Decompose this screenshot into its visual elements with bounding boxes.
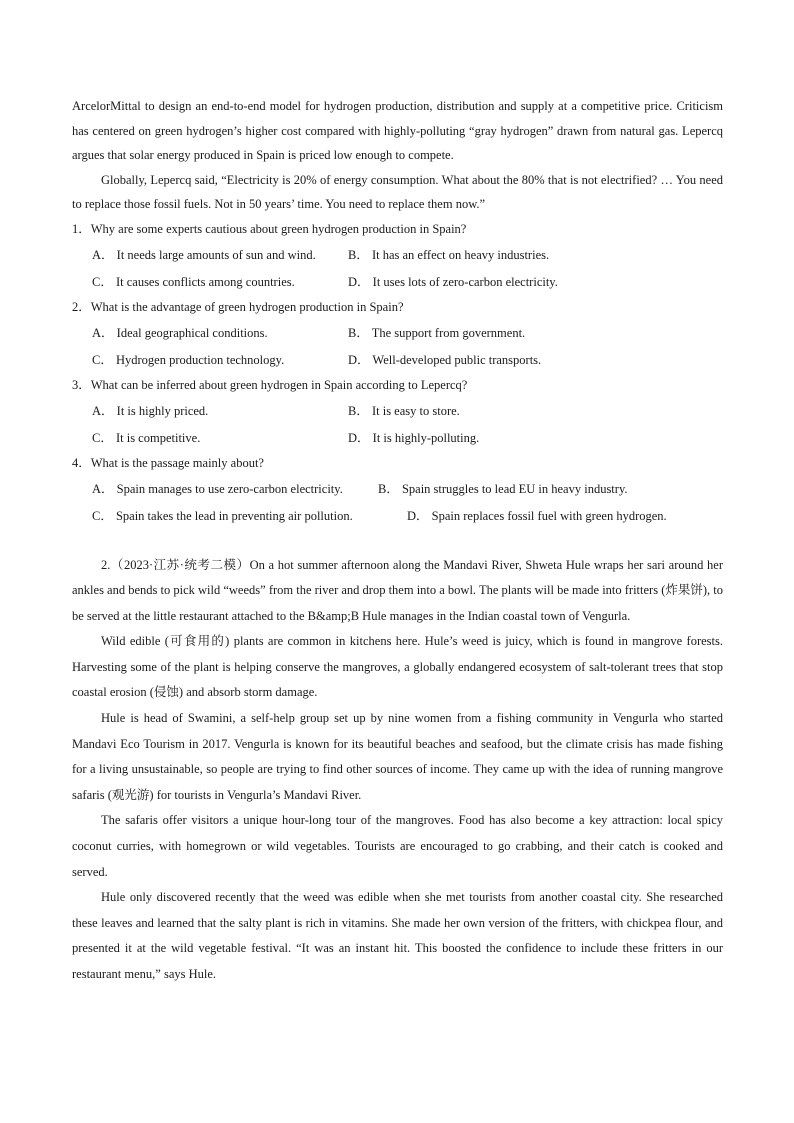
option-c: C． It is competitive. bbox=[92, 431, 201, 445]
option-a: A． It is highly priced. bbox=[92, 404, 209, 418]
answer-options bbox=[92, 475, 723, 529]
passage1-paragraph-2: Globally, Lepercq said, “Electricity is 20% of energy consumption. What about the 80% that is not electrified? … You need to replace those fossil fuels. Not in 50 years’ time. You need to replace them now.” bbox=[72, 172, 723, 211]
question-4 bbox=[72, 451, 723, 529]
option-c: C． Spain takes the lead in preventing air pollution. bbox=[92, 509, 353, 523]
option-d: D． Spain replaces fossil fuel with green hydrogen. bbox=[407, 509, 667, 523]
passage2-paragraph-2: Wild edible (可食用的) plants are common in kitchens here. Hule’s weed is juicy, which is found in mangrove forests. Harvesting some of the plant is helping conserve the mangroves, a globally endangered ecosystem of salt-tolerant trees that stop coastal erosion (侵蚀) and absorb storm damage. bbox=[72, 634, 723, 700]
passage1-paragraph-1: ArcelorMittal to design an end-to-end model for hydrogen production, distribution and supply at a competitive price. Criticism has centered on green hydrogen’s higher cost compared with highly-polluting “gray hydrogen” drawn from natural gas. Lepercq argues that solar energy produced in Spain is priced low enough to compete. bbox=[72, 99, 723, 162]
source-label: 2.（2023·江苏·统考二模） bbox=[101, 557, 250, 572]
question-stem: 3．What can be inferred about green hydrogen in Spain according to Lepercq? bbox=[72, 377, 468, 392]
option-b: B． It has an effect on heavy industries. bbox=[348, 248, 550, 262]
passage2-paragraph-3: Hule is head of Swamini, a self-help group set up by nine women from a fishing community in Vengurla who started Mandavi Eco Tourism in 2017. Vengurla is known for its beautiful beaches and seafood, but the climate crisis has made fishing for a living unsustainable, so people are trying to find other sources of income. They came up with the idea of running mangrove safaris (观光游) for tourists in Vengurla’s Mandavi River. bbox=[72, 711, 723, 802]
question-stem: 4．What is the passage mainly about? bbox=[72, 455, 264, 470]
option-b: B． It is easy to store. bbox=[348, 404, 460, 418]
paragraph-text: On a hot summer afternoon along the Mandavi River, Shweta Hule wraps her sari around her ankles and bends to pick wild “weeds” from the river and drop them into a bowl. The plants will be made into fritters (炸果饼), to be served at the little restaurant attached to the B&amp;B Hule manages in the Indian coastal town of Vengurla. bbox=[72, 557, 724, 623]
passage2-paragraph-4: The safaris offer visitors a unique hour-long tour of the mangroves. Food has also become a key attraction: local spicy coconut curries, with homegrown or wild vegetables. Tourists are encouraged to go crabbing, and their catch is cooked and served. bbox=[72, 813, 723, 879]
option-c: C． Hydrogen production technology. bbox=[92, 353, 285, 367]
answer-options bbox=[92, 241, 723, 295]
option-a: A． It needs large amounts of sun and wind. bbox=[92, 248, 316, 262]
option-b: B． Spain struggles to lead EU in heavy industry. bbox=[378, 482, 628, 496]
passage2-paragraph-1 bbox=[72, 553, 723, 630]
option-c: C． It causes conflicts among countries. bbox=[92, 275, 295, 289]
option-a: A． Spain manages to use zero-carbon electricity. bbox=[92, 482, 343, 496]
question-3 bbox=[72, 373, 723, 451]
option-d: D． It is highly-polluting. bbox=[348, 431, 480, 445]
question-2 bbox=[72, 295, 723, 373]
section-spacer bbox=[72, 529, 723, 553]
question-1 bbox=[72, 217, 723, 295]
option-a: A． Ideal geographical conditions. bbox=[92, 326, 268, 340]
question-stem: 1．Why are some experts cautious about green hydrogen production in Spain? bbox=[72, 221, 467, 236]
option-d: D． Well-developed public transports. bbox=[348, 353, 542, 367]
passage2-paragraph-5: Hule only discovered recently that the weed was edible when she met tourists from another coastal city. She researched these leaves and learned that the salty plant is rich in vitamins. She made her own version of the fritters, with chickpea flour, and presented it at the wild vegetable festival. “It was an instant hit. This boosted the confidence to include these fritters in our restaurant menu,” says Hule. bbox=[72, 890, 723, 981]
question-stem: 2．What is the advantage of green hydrogen production in Spain? bbox=[72, 299, 404, 314]
answer-options bbox=[92, 397, 723, 451]
document-page bbox=[72, 94, 723, 988]
answer-options bbox=[92, 319, 723, 373]
option-b: B． The support from government. bbox=[348, 326, 526, 340]
option-d: D． It uses lots of zero-carbon electricity. bbox=[348, 275, 558, 289]
